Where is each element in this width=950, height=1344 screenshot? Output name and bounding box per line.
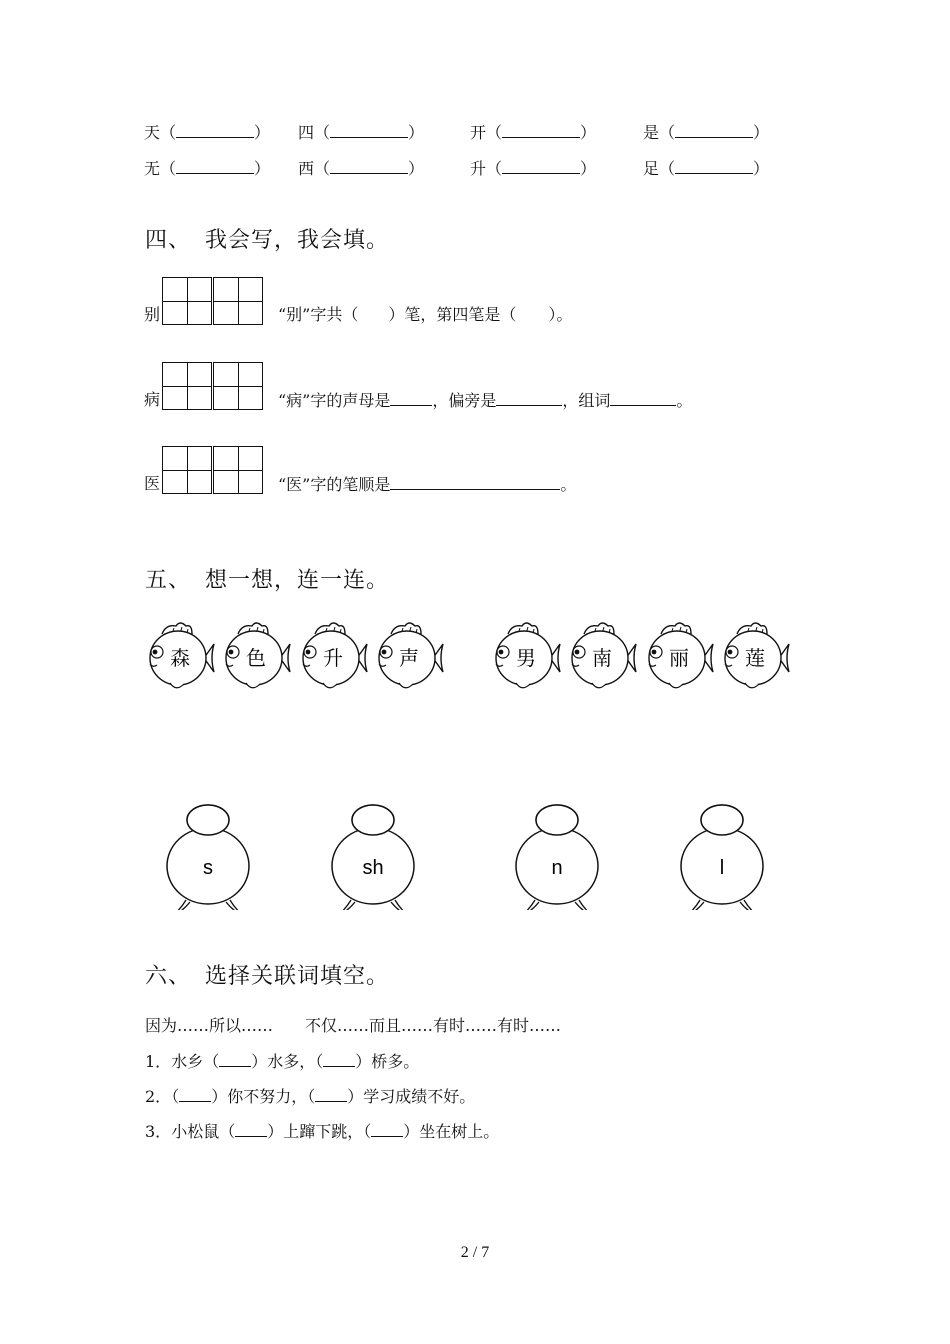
word-options: 因为……所以…… 不仅……而且……有时……有时……	[145, 1016, 562, 1035]
svg-text:色: 色	[246, 646, 266, 670]
svg-text:声: 声	[399, 646, 419, 670]
fish-icon[interactable]	[150, 623, 214, 688]
answer-blank[interactable]	[502, 123, 580, 138]
answer-blank[interactable]	[675, 159, 753, 174]
tianzige-box[interactable]	[162, 277, 212, 325]
svg-text:n: n	[551, 857, 563, 879]
pair-item: 是（ ）	[643, 123, 770, 142]
answer-blank[interactable]	[330, 159, 408, 174]
pot-icon[interactable]	[516, 805, 598, 910]
fill-question: 2．（ ）你不努力，（ ）学习成绩不好。	[145, 1087, 476, 1106]
pair-item: 升（ ）	[470, 159, 597, 178]
tianzige-box[interactable]	[213, 446, 263, 494]
svg-text:sh: sh	[362, 857, 384, 879]
answer-blank[interactable]	[330, 123, 408, 138]
section-heading-4: 四、 我会写，我会填。	[145, 228, 390, 253]
svg-text:男: 男	[516, 646, 536, 670]
svg-text:南: 南	[592, 646, 612, 670]
svg-text:森: 森	[170, 646, 190, 670]
fish-icon[interactable]	[226, 623, 290, 688]
answer-blank[interactable]	[179, 1086, 211, 1102]
practice-char: 病	[144, 390, 161, 409]
question-text: “病”字的声母是 ，偏旁是 ，组词 。	[278, 391, 693, 410]
answer-blank[interactable]	[176, 123, 254, 138]
fill-question: 1．水乡（ ）水多，（ ）桥多。	[145, 1052, 420, 1071]
answer-blank[interactable]	[315, 1086, 347, 1102]
pair-item: 四（ ）	[298, 123, 425, 142]
page-number: 2 / 7	[460, 1244, 490, 1261]
question-text: “医”字的笔顺是 。	[278, 475, 577, 494]
pair-item: 无（ ）	[144, 159, 271, 178]
fish-icon[interactable]	[379, 623, 443, 688]
pot-icon[interactable]	[167, 805, 249, 910]
answer-blank[interactable]	[610, 390, 676, 406]
matching-figure	[0, 610, 950, 910]
svg-text:s: s	[203, 857, 213, 879]
tianzige-box[interactable]	[162, 362, 212, 410]
practice-char: 别	[144, 305, 161, 324]
pair-item: 开（ ）	[470, 123, 597, 142]
pair-item: 天（ ）	[144, 123, 271, 142]
fill-question: 3．小松鼠（ ）上蹿下跳，（ ）坐在树上。	[145, 1122, 500, 1141]
answer-blank[interactable]	[502, 159, 580, 174]
question-text: “别”字共（ ）笔，第四笔是（ ）。	[278, 305, 573, 324]
answer-blank[interactable]	[675, 123, 753, 138]
tianzige-box[interactable]	[213, 362, 263, 410]
fish-icon[interactable]	[725, 623, 789, 688]
answer-blank[interactable]	[390, 390, 432, 406]
pot-icon[interactable]	[681, 805, 763, 910]
fish-icon[interactable]	[649, 623, 713, 688]
pair-item: 足（ ）	[643, 159, 770, 178]
answer-blank[interactable]	[323, 1051, 355, 1067]
svg-text:丽: 丽	[669, 646, 689, 670]
pair-item: 西（ ）	[298, 159, 425, 178]
answer-blank[interactable]	[235, 1121, 267, 1137]
answer-blank[interactable]	[496, 390, 562, 406]
svg-text:升: 升	[323, 646, 343, 670]
answer-blank[interactable]	[371, 1121, 403, 1137]
answer-blank[interactable]	[176, 159, 254, 174]
answer-blank[interactable]	[390, 474, 560, 490]
answer-blank[interactable]	[219, 1051, 251, 1067]
pot-icon[interactable]	[332, 805, 414, 910]
fish-icon[interactable]	[303, 623, 367, 688]
tianzige-box[interactable]	[162, 446, 212, 494]
tianzige-box[interactable]	[213, 277, 263, 325]
section-heading-5: 五、 想一想，连一连。	[145, 568, 390, 593]
fish-icon[interactable]	[496, 623, 560, 688]
svg-text:莲: 莲	[745, 646, 765, 670]
fish-icon[interactable]	[572, 623, 636, 688]
svg-text:l: l	[719, 857, 725, 879]
practice-char: 医	[144, 474, 161, 493]
section-heading-6: 六、 选择关联词填空。	[145, 964, 390, 989]
